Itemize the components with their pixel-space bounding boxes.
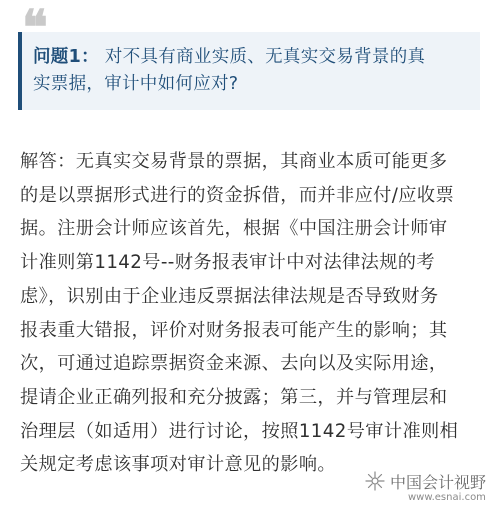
answer-body bbox=[20, 145, 482, 482]
question-line-2 bbox=[33, 71, 473, 98]
answer-line: 报表重大错报，评价对财务报表可能产生的影响；其 bbox=[20, 319, 448, 341]
question-text-part-2: 实票据，审计中如何应对? bbox=[33, 74, 239, 94]
answer-line: 计准则第1142号--财务报表审计中对法律法规的考 bbox=[20, 252, 435, 274]
answer-line: 的是以票据形式进行的资金拆借，而并非应付/应收票 bbox=[20, 184, 455, 206]
question-text-part-1: 对不具有商业实质、无真实交易背景的真 bbox=[104, 47, 426, 67]
answer-line: 虑》，识别由于企业违反票据法律法规是否导致财务 bbox=[20, 285, 439, 307]
question-line-1 bbox=[33, 44, 473, 71]
answer-line: 次，可通过追踪票据资金来源、去向以及实际用途， bbox=[20, 353, 448, 375]
answer-line: 提请企业正确列报和充分披露；第三，并与管理层和 bbox=[20, 386, 448, 408]
answer-line: 治理层（如适用）进行讨论，按照1142号审计准则相 bbox=[20, 420, 459, 442]
question-label: 问题1： bbox=[33, 47, 99, 67]
esnai-logo-icon bbox=[364, 470, 386, 492]
answer-line: 关规定考虑该事项对审计意见的影响。 bbox=[20, 454, 336, 476]
answer-line: 据。注册会计师应该首先，根据《中国注册会计师审 bbox=[20, 218, 448, 240]
watermark-url: www.esnai.com bbox=[407, 492, 486, 503]
quote-mark-icon: ❝ bbox=[22, 0, 44, 56]
question-heading bbox=[33, 44, 473, 98]
watermark-name: 中国会计视野 bbox=[389, 473, 486, 492]
watermark bbox=[364, 474, 486, 504]
answer-line: 解答：无真实交易背景的票据，其商业本质可能更多 bbox=[20, 151, 448, 172]
